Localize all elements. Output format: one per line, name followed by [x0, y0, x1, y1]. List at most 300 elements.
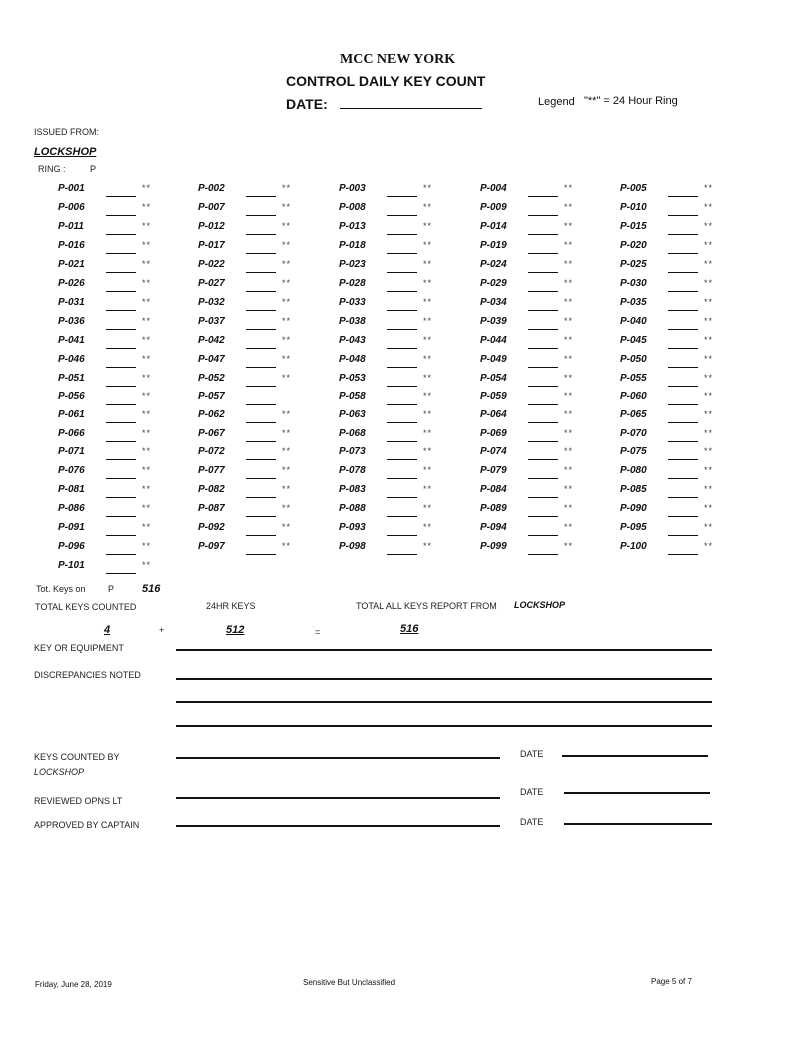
key-count-blank[interactable] — [246, 478, 276, 479]
key-24hr-mark: ** — [423, 428, 433, 438]
key-cell — [480, 409, 620, 425]
key-count-blank[interactable] — [106, 291, 136, 292]
key-cell — [480, 259, 620, 275]
key-24hr-mark: ** — [142, 240, 152, 250]
key-cell — [58, 335, 198, 351]
key-code: P-010 — [620, 202, 647, 213]
tot-keys-label: Tot. Keys on — [36, 584, 86, 594]
key-24hr-mark: ** — [423, 183, 433, 193]
key-cell — [480, 278, 620, 294]
key-code: P-085 — [620, 484, 647, 495]
key-cell — [339, 484, 479, 500]
key-cell — [480, 221, 620, 237]
reviewed-line[interactable] — [176, 797, 500, 799]
key-cell — [620, 278, 760, 294]
key-count-blank[interactable] — [246, 535, 276, 536]
key-cell — [339, 354, 479, 370]
key-code: P-058 — [339, 391, 366, 402]
key-code: P-100 — [620, 541, 647, 552]
key-count-blank[interactable] — [246, 497, 276, 498]
key-code: P-086 — [58, 503, 85, 514]
key-count-blank[interactable] — [246, 386, 276, 387]
key-count-blank[interactable] — [387, 497, 417, 498]
key-count-blank[interactable] — [106, 516, 136, 517]
key-cell — [58, 446, 198, 462]
key-count-blank[interactable] — [668, 386, 698, 387]
key-24hr-mark: ** — [423, 503, 433, 513]
key-code: P-063 — [339, 409, 366, 420]
key-24hr-mark: ** — [564, 297, 574, 307]
key-count-blank[interactable] — [106, 253, 136, 254]
key-24hr-mark: ** — [282, 465, 292, 475]
key-24hr-mark: ** — [564, 409, 574, 419]
key-cell — [339, 240, 479, 256]
key-code: P-080 — [620, 465, 647, 476]
key-code: P-042 — [198, 335, 225, 346]
date-line-2[interactable] — [564, 792, 710, 794]
key-24hr-mark: ** — [282, 428, 292, 438]
date-line-1[interactable] — [562, 755, 708, 757]
key-cell — [58, 202, 198, 218]
key-count-blank[interactable] — [668, 310, 698, 311]
key-cell — [620, 484, 760, 500]
key-cell — [198, 522, 338, 538]
key-cell — [620, 259, 760, 275]
legend-label: Legend — [538, 96, 575, 108]
key-24hr-mark: ** — [282, 541, 292, 551]
key-count-blank[interactable] — [106, 535, 136, 536]
key-24hr-mark: ** — [704, 428, 714, 438]
key-24hr-mark: ** — [282, 446, 292, 456]
key-count-blank[interactable] — [528, 367, 558, 368]
key-cell — [480, 446, 620, 462]
keys-counted-by-line[interactable] — [176, 757, 500, 759]
key-cell — [58, 221, 198, 237]
key-count-blank[interactable] — [387, 310, 417, 311]
key-count-blank[interactable] — [106, 215, 136, 216]
key-count-blank[interactable] — [106, 422, 136, 423]
key-count-blank[interactable] — [387, 516, 417, 517]
key-code: P-003 — [339, 183, 366, 194]
key-count-blank[interactable] — [668, 554, 698, 555]
key-count-blank[interactable] — [106, 348, 136, 349]
key-cell — [480, 202, 620, 218]
key-code: P-023 — [339, 259, 366, 270]
total-keys-counted-label: TOTAL KEYS COUNTED — [35, 602, 137, 612]
key-24hr-mark: ** — [423, 202, 433, 212]
key-count-blank[interactable] — [668, 253, 698, 254]
key-count-blank[interactable] — [528, 234, 558, 235]
key-24hr-mark: ** — [564, 202, 574, 212]
key-count-blank[interactable] — [528, 272, 558, 273]
key-code: P-052 — [198, 373, 225, 384]
key-count-blank[interactable] — [106, 272, 136, 273]
discrepancies-label: DISCREPANCIES NOTED — [34, 670, 141, 680]
key-count-blank[interactable] — [668, 291, 698, 292]
key-count-blank[interactable] — [528, 422, 558, 423]
ring-label: RING : — [38, 164, 66, 174]
key-code: P-093 — [339, 522, 366, 533]
key-cell — [339, 221, 479, 237]
key-count-blank[interactable] — [668, 478, 698, 479]
key-24hr-mark: ** — [704, 335, 714, 345]
key-code: P-012 — [198, 221, 225, 232]
key-code: P-029 — [480, 278, 507, 289]
key-24hr-mark: ** — [142, 354, 152, 364]
key-code: P-078 — [339, 465, 366, 476]
key-count-blank[interactable] — [528, 386, 558, 387]
key-code: P-049 — [480, 354, 507, 365]
key-code: P-026 — [58, 278, 85, 289]
key-cell — [58, 240, 198, 256]
key-code: P-038 — [339, 316, 366, 327]
key-code: P-064 — [480, 409, 507, 420]
key-count-blank[interactable] — [668, 348, 698, 349]
key-count-blank[interactable] — [528, 329, 558, 330]
key-24hr-mark: ** — [704, 503, 714, 513]
key-count-blank[interactable] — [528, 253, 558, 254]
key-count-blank[interactable] — [387, 554, 417, 555]
key-code: P-017 — [198, 240, 225, 251]
key-code: P-018 — [339, 240, 366, 251]
key-cell — [58, 373, 198, 389]
key-cell — [339, 465, 479, 481]
key-24hr-mark: ** — [282, 373, 292, 383]
key-cell — [480, 465, 620, 481]
key-count-blank[interactable] — [387, 329, 417, 330]
key-count-blank[interactable] — [106, 196, 136, 197]
keys-counted-by-label: KEYS COUNTED BY — [34, 752, 120, 762]
key-24hr-mark: ** — [282, 522, 292, 532]
key-cell — [339, 409, 479, 425]
key-count-blank[interactable] — [387, 272, 417, 273]
key-count-blank[interactable] — [668, 535, 698, 536]
key-count-blank[interactable] — [106, 234, 136, 235]
hr24-value[interactable]: 512 — [226, 624, 245, 636]
key-code: P-056 — [58, 391, 85, 402]
key-count-blank[interactable] — [387, 253, 417, 254]
key-count-blank[interactable] — [668, 404, 698, 405]
key-cell — [339, 503, 479, 519]
equals-sign: = — [315, 627, 321, 637]
key-24hr-mark: ** — [564, 446, 574, 456]
key-count-blank[interactable] — [246, 329, 276, 330]
date-blank[interactable] — [340, 108, 482, 109]
key-24hr-mark: ** — [564, 335, 574, 345]
key-24hr-mark: ** — [423, 221, 433, 231]
key-24hr-mark: ** — [704, 221, 714, 231]
key-count-blank[interactable] — [528, 404, 558, 405]
key-count-blank[interactable] — [246, 348, 276, 349]
key-count-blank[interactable] — [246, 272, 276, 273]
key-cell — [198, 409, 338, 425]
key-count-blank[interactable] — [668, 516, 698, 517]
key-count-blank[interactable] — [387, 535, 417, 536]
key-count-blank[interactable] — [106, 386, 136, 387]
key-24hr-mark: ** — [142, 409, 152, 419]
key-count-blank[interactable] — [387, 441, 417, 442]
keys-counted-by-sub: LOCKSHOP — [34, 767, 85, 777]
org-name: MCC NEW YORK — [340, 52, 456, 67]
key-count-blank[interactable] — [106, 459, 136, 460]
key-24hr-mark: ** — [423, 259, 433, 269]
key-cell — [480, 541, 620, 557]
key-code: P-031 — [58, 297, 85, 308]
key-24hr-mark: ** — [704, 373, 714, 383]
key-cell — [339, 278, 479, 294]
issued-from-label: ISSUED FROM: — [34, 127, 100, 137]
key-count-blank[interactable] — [528, 554, 558, 555]
key-24hr-mark: ** — [282, 183, 292, 193]
key-cell — [620, 541, 760, 557]
key-code: P-079 — [480, 465, 507, 476]
key-24hr-mark: ** — [704, 391, 714, 401]
key-count-blank[interactable] — [668, 215, 698, 216]
key-24hr-mark: ** — [142, 541, 152, 551]
approved-line[interactable] — [176, 825, 500, 827]
key-count-blank[interactable] — [528, 478, 558, 479]
key-24hr-mark: ** — [564, 183, 574, 193]
key-code: P-057 — [198, 391, 225, 402]
key-count-blank[interactable] — [106, 329, 136, 330]
key-cell — [198, 335, 338, 351]
key-24hr-mark: ** — [282, 484, 292, 494]
key-cell — [620, 183, 760, 199]
key-24hr-mark: ** — [423, 278, 433, 288]
key-24hr-mark: ** — [704, 259, 714, 269]
approved-label: APPROVED BY CAPTAIN — [34, 820, 140, 830]
key-code: P-027 — [198, 278, 225, 289]
key-count-blank[interactable] — [106, 497, 136, 498]
key-count-blank[interactable] — [528, 196, 558, 197]
key-cell — [620, 221, 760, 237]
key-count-blank[interactable] — [528, 516, 558, 517]
key-count-blank[interactable] — [668, 329, 698, 330]
key-24hr-mark: ** — [704, 354, 714, 364]
key-count-blank[interactable] — [528, 535, 558, 536]
key-count-blank[interactable] — [246, 459, 276, 460]
key-cell — [620, 202, 760, 218]
key-cell — [198, 465, 338, 481]
key-count-blank[interactable] — [528, 348, 558, 349]
key-count-blank[interactable] — [387, 459, 417, 460]
key-24hr-mark: ** — [423, 465, 433, 475]
key-24hr-mark: ** — [282, 503, 292, 513]
key-cell — [58, 484, 198, 500]
key-code: P-009 — [480, 202, 507, 213]
key-count-blank[interactable] — [528, 441, 558, 442]
key-count-blank[interactable] — [528, 497, 558, 498]
key-cell — [620, 465, 760, 481]
key-24hr-mark: ** — [282, 259, 292, 269]
key-count-blank[interactable] — [106, 573, 136, 574]
key-24hr-mark: ** — [142, 297, 152, 307]
key-code: P-011 — [58, 221, 84, 232]
key-code: P-014 — [480, 221, 507, 232]
key-count-blank[interactable] — [668, 272, 698, 273]
key-code: P-090 — [620, 503, 647, 514]
key-24hr-mark: ** — [564, 503, 574, 513]
key-code: P-060 — [620, 391, 647, 402]
key-code: P-054 — [480, 373, 507, 384]
key-count-blank[interactable] — [106, 367, 136, 368]
key-code: P-077 — [198, 465, 225, 476]
key-count-blank[interactable] — [246, 253, 276, 254]
key-count-blank[interactable] — [528, 459, 558, 460]
key-cell — [58, 409, 198, 425]
key-count-blank[interactable] — [106, 441, 136, 442]
key-cell — [480, 316, 620, 332]
key-count-blank[interactable] — [668, 497, 698, 498]
key-count-blank[interactable] — [668, 459, 698, 460]
key-cell — [620, 428, 760, 444]
discrepancies-line-2[interactable] — [176, 701, 712, 703]
key-code: P-045 — [620, 335, 647, 346]
key-code: P-043 — [339, 335, 366, 346]
key-cell — [339, 335, 479, 351]
key-count-blank[interactable] — [668, 196, 698, 197]
key-code: P-019 — [480, 240, 507, 251]
key-cell — [480, 335, 620, 351]
key-count-blank[interactable] — [528, 215, 558, 216]
key-24hr-mark: ** — [564, 465, 574, 475]
key-24hr-mark: ** — [423, 354, 433, 364]
key-count-blank[interactable] — [106, 478, 136, 479]
key-code: P-096 — [58, 541, 85, 552]
key-24hr-mark: ** — [142, 560, 152, 570]
key-code: P-069 — [480, 428, 507, 439]
date-label-2: DATE — [520, 787, 544, 797]
key-count-blank[interactable] — [246, 554, 276, 555]
key-24hr-mark: ** — [142, 221, 152, 231]
key-count-blank[interactable] — [387, 196, 417, 197]
key-count-blank[interactable] — [528, 291, 558, 292]
key-cell — [198, 484, 338, 500]
key-cell — [339, 259, 479, 275]
form-title: CONTROL DAILY KEY COUNT — [286, 73, 486, 89]
key-cell — [480, 240, 620, 256]
key-24hr-mark: ** — [142, 259, 152, 269]
key-count-blank[interactable] — [668, 234, 698, 235]
key-count-blank[interactable] — [246, 291, 276, 292]
key-count-blank[interactable] — [668, 422, 698, 423]
tot-keys-ring: P — [108, 584, 115, 594]
key-code: P-028 — [339, 278, 366, 289]
date-line-3[interactable] — [564, 823, 712, 825]
hr24-keys-label: 24HR KEYS — [206, 601, 256, 611]
key-cell — [198, 354, 338, 370]
key-cell — [339, 202, 479, 218]
key-24hr-mark: ** — [282, 221, 292, 231]
key-24hr-mark: ** — [564, 278, 574, 288]
key-code: P-022 — [198, 259, 225, 270]
key-cell — [480, 484, 620, 500]
key-cell — [480, 391, 620, 407]
key-cell — [480, 428, 620, 444]
key-code: P-065 — [620, 409, 647, 420]
key-code: P-071 — [58, 446, 85, 457]
key-count-blank[interactable] — [106, 404, 136, 405]
key-count-blank[interactable] — [387, 422, 417, 423]
key-count-blank[interactable] — [387, 234, 417, 235]
key-24hr-mark: ** — [704, 465, 714, 475]
key-cell — [58, 560, 198, 576]
key-count-blank[interactable] — [246, 234, 276, 235]
key-code: P-072 — [198, 446, 225, 457]
total-value[interactable]: 516 — [400, 623, 419, 635]
key-count-blank[interactable] — [246, 422, 276, 423]
key-24hr-mark: ** — [142, 278, 152, 288]
key-count-blank[interactable] — [246, 516, 276, 517]
key-code: P-082 — [198, 484, 225, 495]
key-24hr-mark: ** — [423, 373, 433, 383]
key-count-blank[interactable] — [246, 367, 276, 368]
tot-keys-value: 516 — [142, 583, 161, 595]
key-24hr-mark: ** — [282, 202, 292, 212]
total-report-label: TOTAL ALL KEYS REPORT FROM — [356, 601, 497, 611]
key-count-blank[interactable] — [246, 310, 276, 311]
key-count-blank[interactable] — [387, 215, 417, 216]
key-cell — [58, 465, 198, 481]
key-count-blank[interactable] — [106, 310, 136, 311]
key-24hr-mark: ** — [142, 522, 152, 532]
key-count-blank[interactable] — [387, 367, 417, 368]
discrepancies-line-1[interactable] — [176, 678, 712, 680]
key-count-blank[interactable] — [387, 348, 417, 349]
key-count-blank[interactable] — [246, 441, 276, 442]
key-cell — [58, 278, 198, 294]
key-count-blank[interactable] — [106, 554, 136, 555]
key-cell — [198, 240, 338, 256]
key-24hr-mark: ** — [282, 316, 292, 326]
key-code: P-035 — [620, 297, 647, 308]
key-24hr-mark: ** — [142, 446, 152, 456]
key-count-blank[interactable] — [528, 310, 558, 311]
counted-value[interactable]: 4 — [104, 624, 111, 636]
key-count-blank[interactable] — [387, 404, 417, 405]
key-code: P-070 — [620, 428, 647, 439]
key-cell — [198, 428, 338, 444]
key-cell — [198, 297, 338, 313]
discrepancies-line-3[interactable] — [176, 725, 712, 727]
key-code: P-007 — [198, 202, 225, 213]
key-cell — [339, 391, 479, 407]
key-count-blank[interactable] — [387, 478, 417, 479]
key-24hr-mark: ** — [282, 409, 292, 419]
key-code: P-084 — [480, 484, 507, 495]
key-count-blank[interactable] — [387, 386, 417, 387]
key-count-blank[interactable] — [246, 196, 276, 197]
key-cell — [58, 316, 198, 332]
key-code: P-068 — [339, 428, 366, 439]
key-count-blank[interactable] — [387, 291, 417, 292]
key-cell — [339, 297, 479, 313]
key-code: P-061 — [58, 409, 85, 420]
key-code: P-013 — [339, 221, 366, 232]
key-24hr-mark: ** — [704, 278, 714, 288]
key-count-blank[interactable] — [668, 367, 698, 368]
key-or-equipment-line[interactable] — [176, 649, 712, 651]
key-24hr-mark: ** — [282, 240, 292, 250]
key-cell — [198, 446, 338, 462]
key-count-blank[interactable] — [668, 441, 698, 442]
key-count-blank[interactable] — [246, 215, 276, 216]
key-24hr-mark: ** — [282, 297, 292, 307]
key-24hr-mark: ** — [423, 391, 433, 401]
key-24hr-mark: ** — [564, 354, 574, 364]
key-count-blank[interactable] — [246, 404, 276, 405]
key-code: P-048 — [339, 354, 366, 365]
